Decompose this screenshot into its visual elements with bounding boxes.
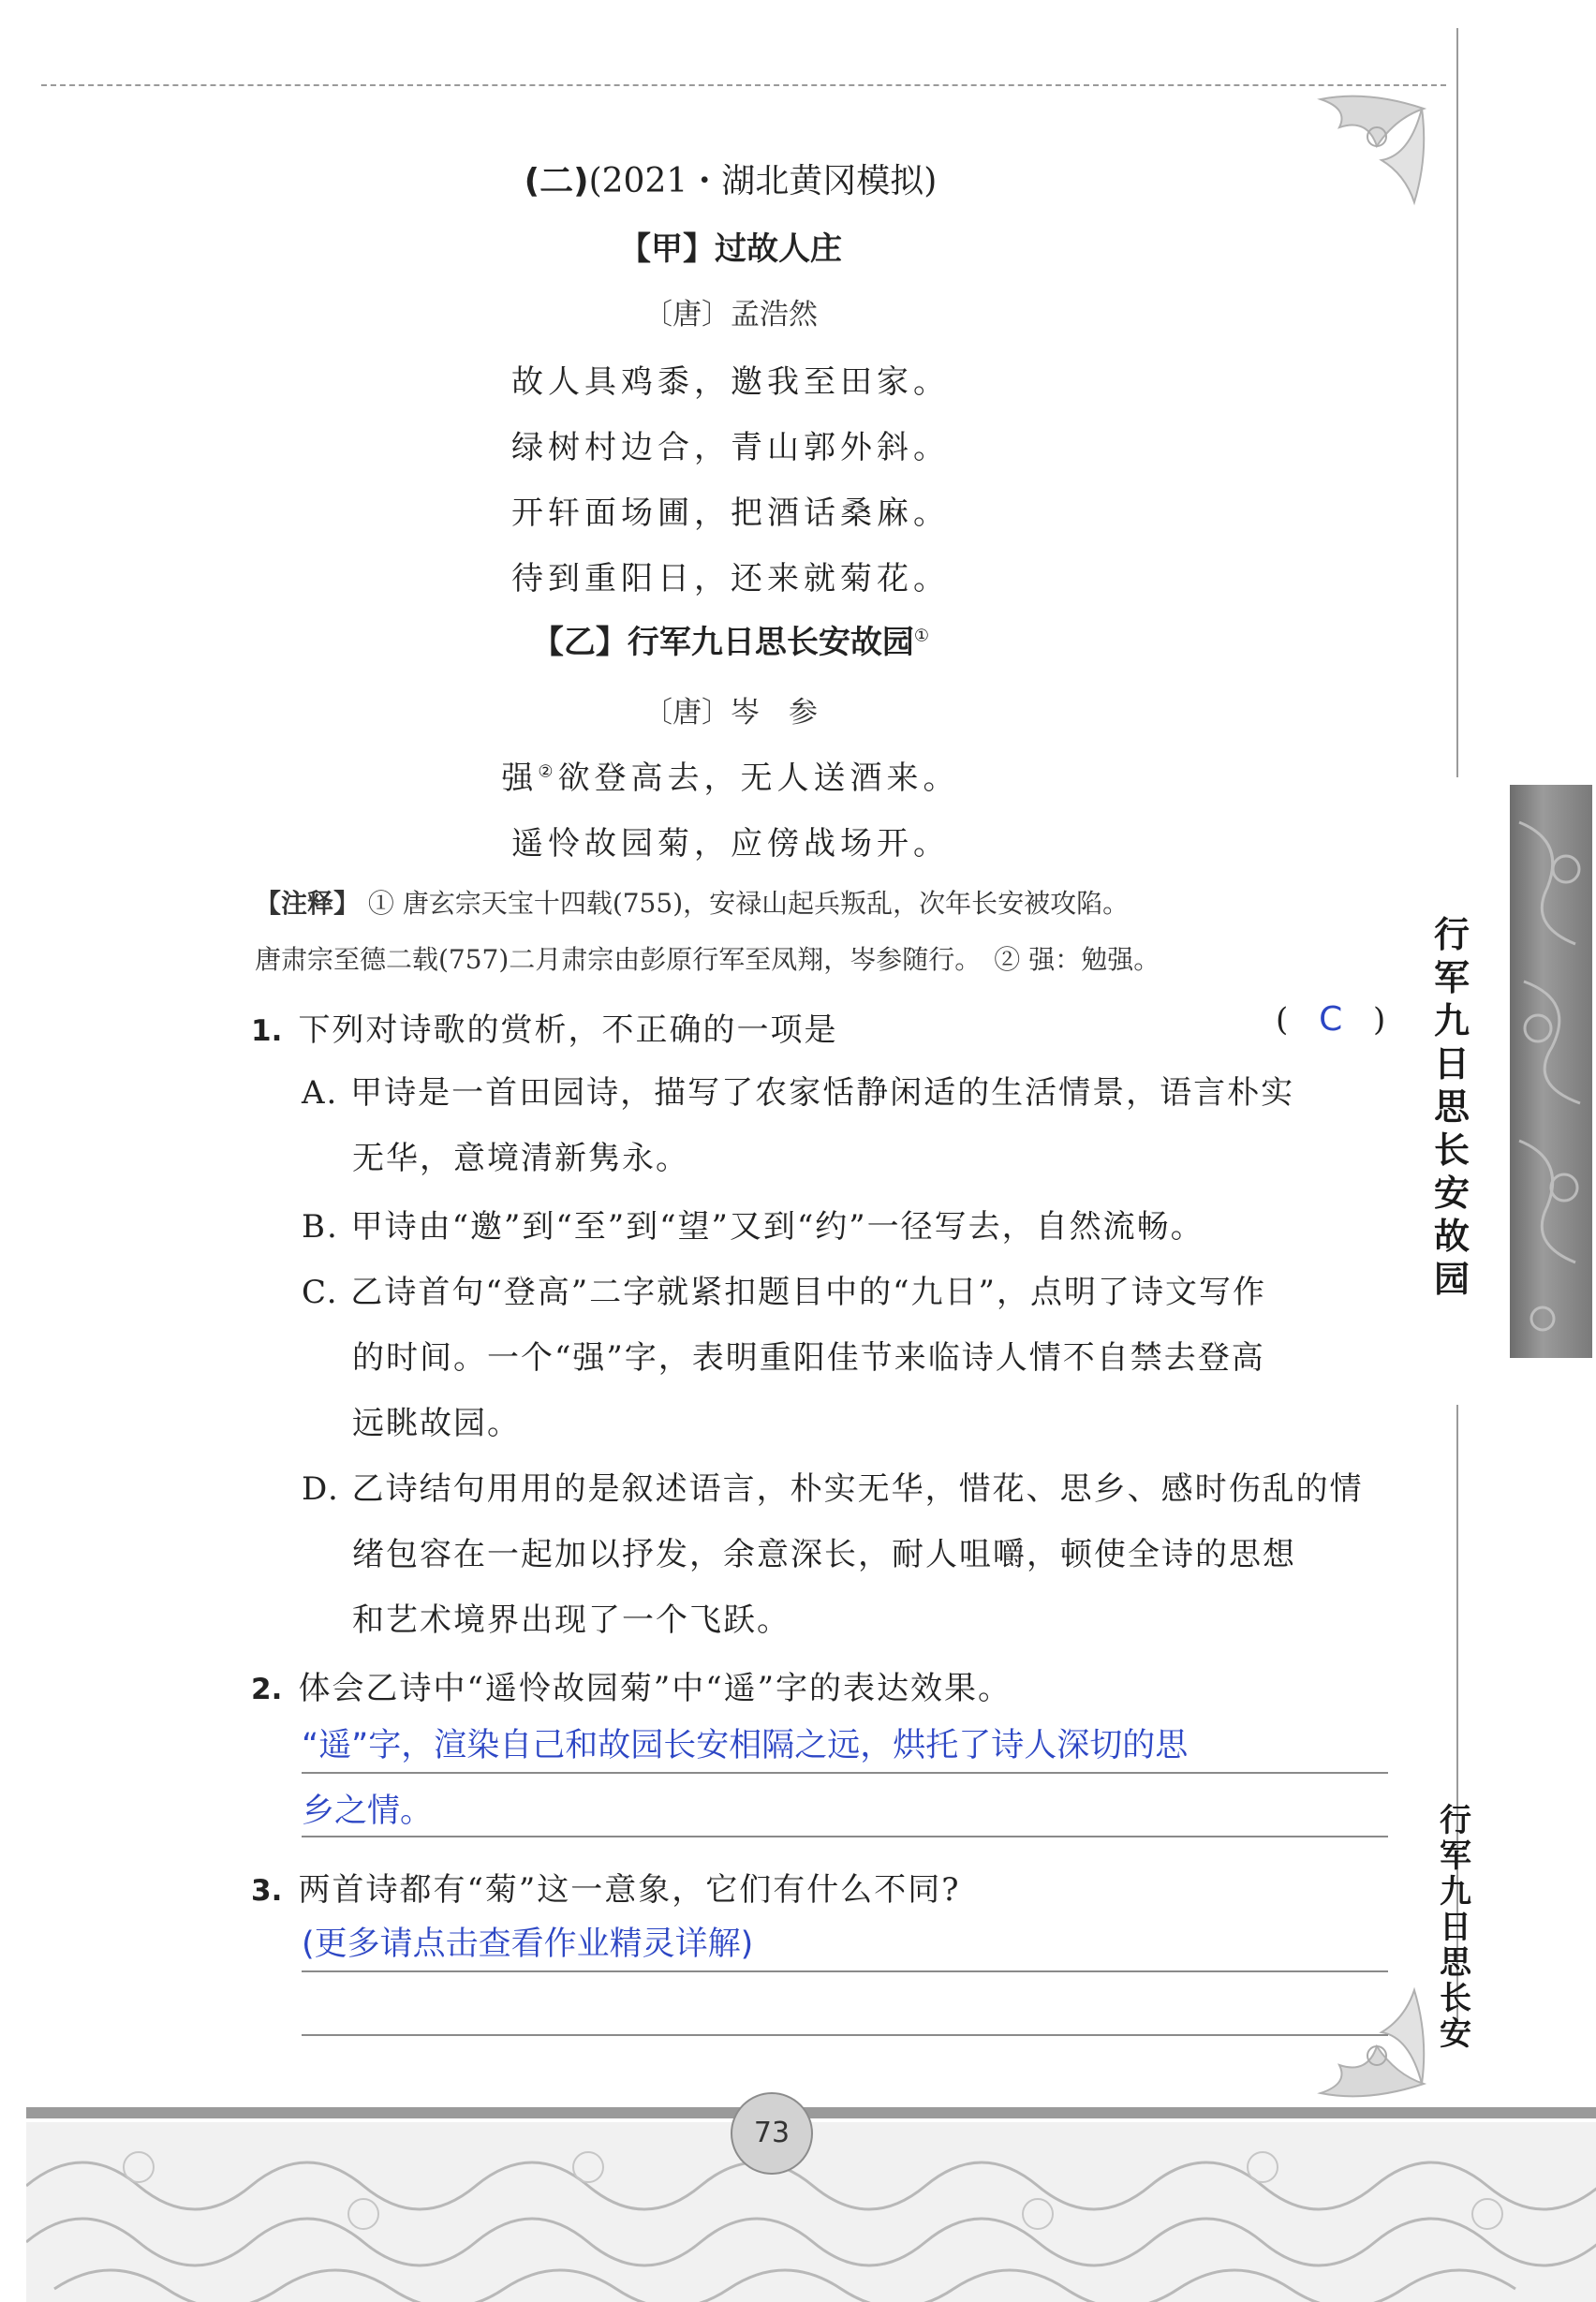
section-source: (2021・湖北黄冈模拟) — [588, 162, 938, 200]
page-number: 73 — [731, 2092, 813, 2175]
note-block — [255, 876, 1390, 932]
option-a — [302, 1060, 1294, 1191]
side-title-char: 安 — [1433, 1172, 1470, 1214]
side-title-top — [1405, 913, 1499, 1301]
side-title-char: 行 — [1433, 913, 1470, 955]
poem-b-line-1-footnote-mark: ② — [538, 761, 558, 782]
poem-b-line-2: 遥怜故园菊，应傍战场开。 — [511, 825, 950, 863]
side-title-char: 九 — [1433, 999, 1470, 1041]
question-3-text: 两首诗都有“菊”这一意象，它们有什么不同? — [298, 1871, 961, 1909]
side-title-char: 日 — [1440, 1909, 1471, 1946]
section-number: (二) — [524, 162, 589, 200]
question-2-text: 体会乙诗中“遥怜故园菊”中“遥”字的表达效果。 — [298, 1670, 1012, 1707]
question-3-stem — [251, 1864, 960, 1910]
side-title-char: 九 — [1440, 1873, 1471, 1911]
poem-a-line-3: 开轩面场圃，把酒话桑麻。 — [511, 494, 950, 532]
note-text-1: ① 唐玄宗天宝十四载(755)，安禄山起兵叛乱，次年长安被攻陷。 — [367, 888, 1130, 919]
option-c-line-1: C. 乙诗首句“登高”二字就紧扣题目中的“九日”，点明了诗文写作 — [302, 1274, 1266, 1311]
option-a-line-1: A. 甲诗是一首田园诗，描写了农家恬静闲适的生活情景，语言朴实 — [302, 1074, 1295, 1112]
poem-a-title: 【甲】过故人庄 — [619, 230, 842, 268]
option-a-line-2: 无华，意境清新隽永。 — [352, 1140, 689, 1177]
answer-rule — [302, 1772, 1388, 1774]
answer-rule — [302, 1970, 1388, 1972]
question-1-paren-open: ( — [1276, 1001, 1289, 1039]
poem-b-title — [0, 616, 1461, 662]
question-3-answer-link[interactable]: (更多请点击查看作业精灵详解) — [302, 1926, 754, 1963]
side-title-char: 军 — [1433, 956, 1470, 998]
option-b — [302, 1194, 1204, 1260]
side-title-bottom — [1409, 1803, 1502, 2052]
option-b-line-1: B. 甲诗由“邀”到“至”到“望”又到“约”一径写去，自然流畅。 — [302, 1208, 1204, 1246]
side-tab-ornament — [1510, 785, 1592, 1358]
poem-b-title-footnote-mark: ① — [913, 626, 930, 646]
option-d-line-1: D. 乙诗结句用用的是叙述语言，朴实无华，惜花、思乡、感时伤乱的情 — [302, 1470, 1364, 1508]
side-title-char: 日 — [1433, 1042, 1470, 1085]
poem-a-line-2: 绿树村边合，青山郭外斜。 — [511, 429, 950, 466]
option-d — [302, 1456, 1364, 1653]
option-d-line-2: 绪包容在一起加以抒发，余意深长，耐人咀嚼，顿使全诗的思想 — [352, 1536, 1296, 1573]
side-title-char: 思 — [1440, 1944, 1471, 1982]
question-1-paren-close: ) — [1373, 1001, 1386, 1039]
option-c-line-3: 远眺故园。 — [352, 1405, 521, 1442]
poem-a-author: 〔唐〕孟浩然 — [643, 298, 818, 332]
poem-b-line-1-pre: 强 — [501, 760, 539, 797]
note-line-1 — [255, 876, 1390, 932]
question-3-number: 3. — [251, 1874, 283, 1908]
question-2-answer-line-1: “遥”字，渲染自己和故园长安相隔之远，烘托了诗人深切的思 — [302, 1727, 1189, 1764]
side-title-char: 思 — [1433, 1085, 1470, 1128]
side-title-char: 长 — [1433, 1129, 1470, 1171]
poem-b-author: 〔唐〕岑 参 — [643, 696, 818, 730]
question-1-answer: C — [1319, 1000, 1343, 1039]
answer-rule — [302, 1836, 1388, 1837]
poem-b-title-text: 【乙】行军九日思长安故园 — [531, 624, 914, 661]
poem-b-line-1 — [0, 752, 1461, 798]
side-title-char: 军 — [1440, 1837, 1471, 1875]
poem-a-line-4: 待到重阳日，还来就菊花。 — [511, 560, 950, 598]
poem-a-line-1: 故人具鸡黍，邀我至田家。 — [511, 363, 950, 401]
side-title-char: 故 — [1433, 1215, 1470, 1257]
side-title-char: 园 — [1433, 1258, 1470, 1300]
question-1-number: 1. — [251, 1014, 283, 1048]
poem-b-line-1-post: 欲登高去，无人送酒来。 — [557, 760, 960, 797]
top-dashed-rule — [41, 84, 1446, 86]
question-1-stem — [251, 1004, 837, 1050]
question-2-number: 2. — [251, 1673, 283, 1706]
option-d-line-3: 和艺术境界出现了一个飞跃。 — [352, 1601, 791, 1639]
answer-rule — [302, 2034, 1388, 2036]
option-c-line-2: 的时间。一个“强”字，表明重阳佳节来临诗人情不自禁去登高 — [352, 1339, 1265, 1377]
question-1-answer-bracket — [1276, 1000, 1385, 1039]
right-border-rule-upper — [1456, 28, 1458, 777]
side-title-char: 行 — [1440, 1802, 1471, 1839]
side-title-char: 长 — [1440, 1980, 1471, 2017]
note-line-2: 唐肃宗至德二载(757)二月肃宗由彭原行军至凤翔，岑参随行。 ② 强：勉强。 — [255, 944, 1160, 975]
question-1-text: 下列对诗歌的赏析，不正确的一项是 — [298, 1011, 838, 1049]
option-c — [302, 1260, 1266, 1456]
question-2-stem — [251, 1662, 1012, 1708]
question-2-answer-line-2: 乡之情。 — [302, 1793, 434, 1830]
side-title-char: 安 — [1440, 2015, 1471, 2053]
side-tab-scroll-pattern-icon — [1510, 785, 1592, 1358]
note-label: 【注释】 — [255, 888, 361, 919]
section-heading — [0, 155, 1461, 202]
